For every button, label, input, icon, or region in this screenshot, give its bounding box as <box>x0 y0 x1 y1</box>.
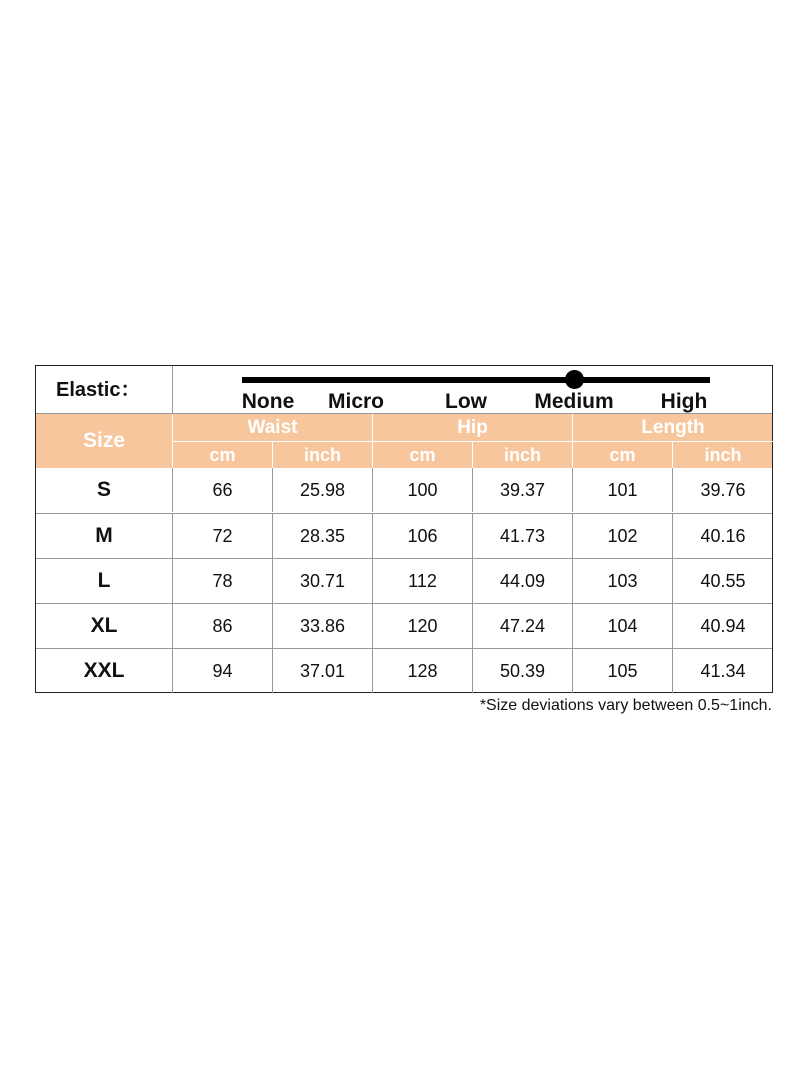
measurement-cell: 102 <box>573 514 673 558</box>
size-cell: S <box>36 468 173 512</box>
measurement-cell: 72 <box>173 514 273 558</box>
measurement-cell: 40.16 <box>700 526 746 546</box>
measurement-cell: 40.55 <box>700 571 746 591</box>
size-cell: L <box>36 559 173 603</box>
size-cell: XXL <box>36 649 173 693</box>
unit-header-waist-inch: inch <box>273 442 373 468</box>
measurement-cell: 25.98 <box>273 468 373 512</box>
measurement-cell: 47.24 <box>473 604 573 648</box>
unit-header-length-cm: cm <box>573 442 673 468</box>
measurement-cell: 78 <box>173 559 273 603</box>
measurement-cell: 66 <box>173 468 273 512</box>
measurement-cell: 120 <box>373 604 473 648</box>
elastic-row <box>36 366 772 414</box>
measurement-cell: 104 <box>573 604 673 648</box>
size-deviation-note: *Size deviations vary between 0.5~1inch. <box>479 697 772 714</box>
measurement-cell: 103 <box>573 559 673 603</box>
group-header-hip: Hip <box>373 414 573 442</box>
elastic-indicator <box>565 370 584 389</box>
table-body <box>36 468 772 693</box>
elastic-option-medium: Medium <box>534 390 614 413</box>
size-cell: XL <box>36 604 173 648</box>
measurement-cell: 100 <box>373 468 473 512</box>
measurement-cell: 39.37 <box>473 468 573 512</box>
measurement-cell: 41.34 <box>700 661 746 681</box>
measurement-cell: 112 <box>373 559 473 603</box>
table-row <box>36 603 772 648</box>
elastic-option-micro: Micro <box>327 390 385 413</box>
elastic-option-low: Low <box>445 390 487 413</box>
group-header-length: Length <box>573 414 773 442</box>
table-row <box>36 648 772 693</box>
measurement-cell: 30.71 <box>273 559 373 603</box>
size-column-header: Size <box>36 414 173 468</box>
elastic-scale-bar <box>242 377 710 383</box>
size-chart <box>35 365 773 693</box>
measurement-cell: 37.01 <box>273 649 373 693</box>
unit-header-waist-cm: cm <box>173 442 273 468</box>
table-row <box>36 558 772 603</box>
elastic-option-high: High <box>660 390 708 413</box>
measurement-cell: 41.73 <box>473 514 573 558</box>
measurement-cell: 28.35 <box>273 514 373 558</box>
measurement-cell: 101 <box>573 468 673 512</box>
elastic-option-none: None <box>241 390 295 413</box>
measurement-cell: 106 <box>373 514 473 558</box>
measurement-cell: 94 <box>173 649 273 693</box>
table-row <box>36 513 772 558</box>
measurement-cell: 40.94 <box>700 616 746 636</box>
measurement-cell: 128 <box>373 649 473 693</box>
table-row <box>36 468 772 513</box>
measurement-cell: 50.39 <box>473 649 573 693</box>
elastic-label: Elastic： <box>36 366 173 414</box>
size-cell: M <box>36 514 173 558</box>
table-header <box>36 414 772 468</box>
measurement-cell: 39.76 <box>700 480 746 500</box>
group-header-waist: Waist <box>173 414 373 442</box>
measurement-cell: 105 <box>573 649 673 693</box>
measurement-cell: 33.86 <box>273 604 373 648</box>
unit-header-hip-inch: inch <box>473 442 573 468</box>
unit-header-length-inch: inch <box>704 445 742 465</box>
measurement-cell: 86 <box>173 604 273 648</box>
measurement-cell: 44.09 <box>473 559 573 603</box>
unit-header-hip-cm: cm <box>373 442 473 468</box>
